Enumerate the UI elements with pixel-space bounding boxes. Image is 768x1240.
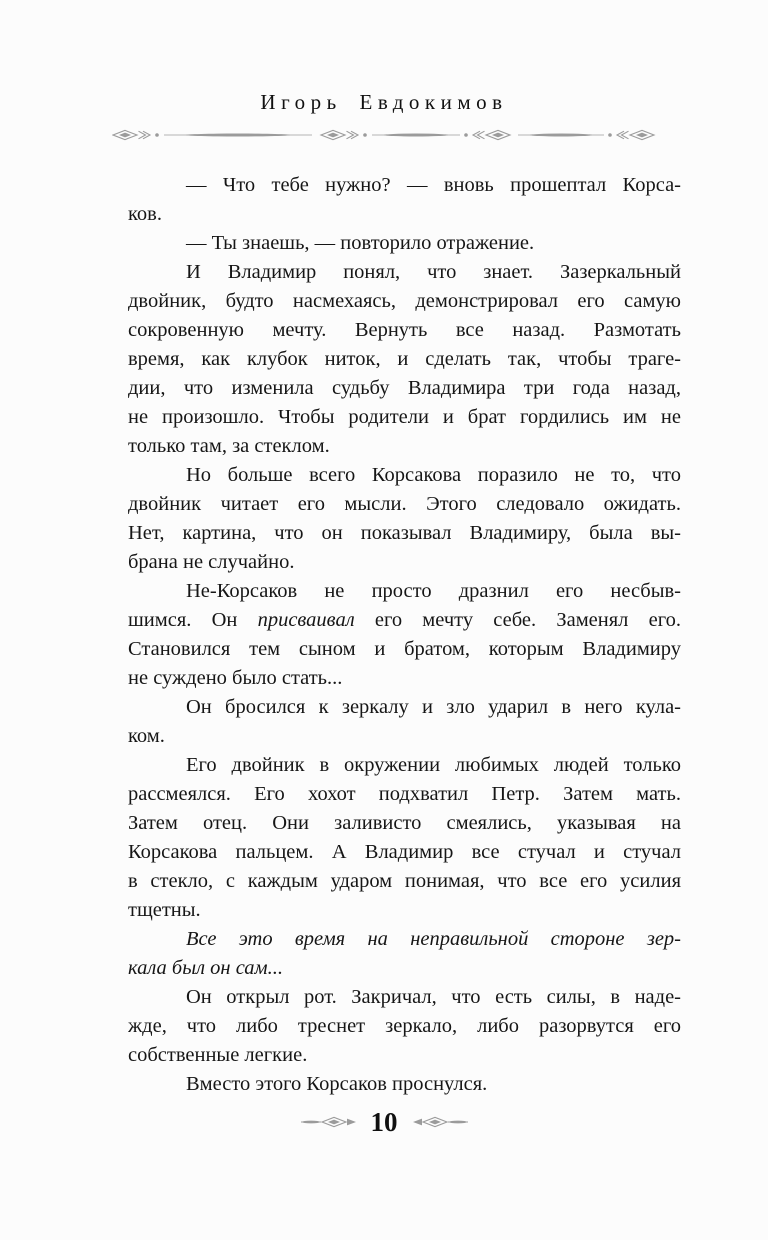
paragraph: [128, 751, 681, 925]
paragraph: [128, 1070, 681, 1099]
text-line: Его двойник в окружении любимых людей только: [186, 754, 681, 776]
text-line: Он бросился к зеркалу и зло ударил в него кула-: [186, 696, 681, 718]
text-run: его мечту себе. Заменял его.: [354, 609, 681, 631]
paragraph: [128, 258, 681, 461]
emphasized-text: присваивал: [257, 609, 355, 631]
text-line: Он открыл рот. Закричал, что есть силы, в наде-: [186, 986, 681, 1008]
divider-diamond-arrow-icon: [473, 130, 510, 139]
text-line: И Владимир понял, что знает. Зазеркальный: [186, 261, 681, 283]
text-line: — Ты знаешь, — повторило отражение.: [186, 232, 535, 254]
divider-diamond-arrow-icon: [321, 130, 358, 139]
text-line: Затем отец. Они заливисто смеялись, указывая на: [128, 812, 681, 834]
page-text: [128, 171, 681, 1099]
page-footer: [0, 1106, 768, 1138]
text-line: Корсакова пальцем. А Владимир все стучал и стучал: [128, 841, 681, 863]
paragraph: [128, 577, 681, 693]
divider-diamond-arrow-icon: [113, 130, 150, 139]
text-line: Не-Корсаков не просто дразнил его несбыв-: [186, 580, 681, 602]
text-line: ком.: [128, 725, 165, 747]
page-number: 10: [370, 1107, 398, 1137]
text-line: рассмеялся. Его хохот подхватил Петр. Затем мать.: [128, 783, 681, 805]
text-line: жде, что либо треснет зеркало, либо разорвутся его: [128, 1015, 681, 1037]
text-line: Вместо этого Корсаков проснулся.: [186, 1073, 488, 1095]
paragraph: [128, 983, 681, 1070]
paragraph: [128, 925, 681, 983]
text-line: собственные легкие.: [128, 1044, 308, 1066]
paragraph: [128, 229, 681, 258]
text-line: двойник, будто насмехаясь, демонстрировал его самую: [128, 290, 681, 312]
paragraph: [128, 693, 681, 751]
text-line: ков.: [128, 203, 162, 225]
text-line: не произошло. Чтобы родители и брат гордились им не: [128, 406, 681, 428]
header-divider-ornament: [112, 126, 656, 144]
text-line: Но больше всего Корсакова поразило не то, что: [186, 464, 681, 486]
text-line: сокровенную мечту. Вернуть все назад. Размотать: [128, 319, 681, 341]
text-line: Нет, картина, что он показывал Владимиру, была вы-: [128, 522, 681, 544]
text-line: кала был он сам...: [128, 957, 283, 979]
text-run: шимся. Он: [128, 609, 258, 631]
running-head-author: Игорь Евдокимов: [260, 90, 508, 114]
page-number-ornament-right-icon: [410, 1114, 468, 1130]
text-line: — Что тебе нужно? — вновь прошептал Корса-: [186, 174, 681, 196]
text-line: двойник читает его мысли. Этого следовало ожидать.: [128, 493, 681, 515]
text-line: [128, 606, 681, 635]
text-line: тщетны.: [128, 899, 201, 921]
text-line: Становился тем сыном и братом, которым Владимиру: [128, 638, 681, 660]
page-number-ornament-left-icon: [301, 1114, 359, 1130]
text-line: дии, что изменила судьбу Владимира три года назад,: [128, 377, 681, 399]
text-line: время, как клубок ниток, и сделать так, чтобы траге-: [128, 348, 681, 370]
text-line: не суждено было стать...: [128, 667, 343, 689]
divider-diamond-arrow-icon: [617, 130, 654, 139]
text-line: Все это время на неправильной стороне зер-: [186, 928, 681, 950]
text-line: в стекло, с каждым ударом понимая, что все его усилия: [128, 870, 681, 892]
paragraph: [128, 461, 681, 577]
text-line: только там, за стеклом.: [128, 435, 330, 457]
text-line: брана не случайно.: [128, 551, 295, 573]
paragraph: [128, 171, 681, 229]
